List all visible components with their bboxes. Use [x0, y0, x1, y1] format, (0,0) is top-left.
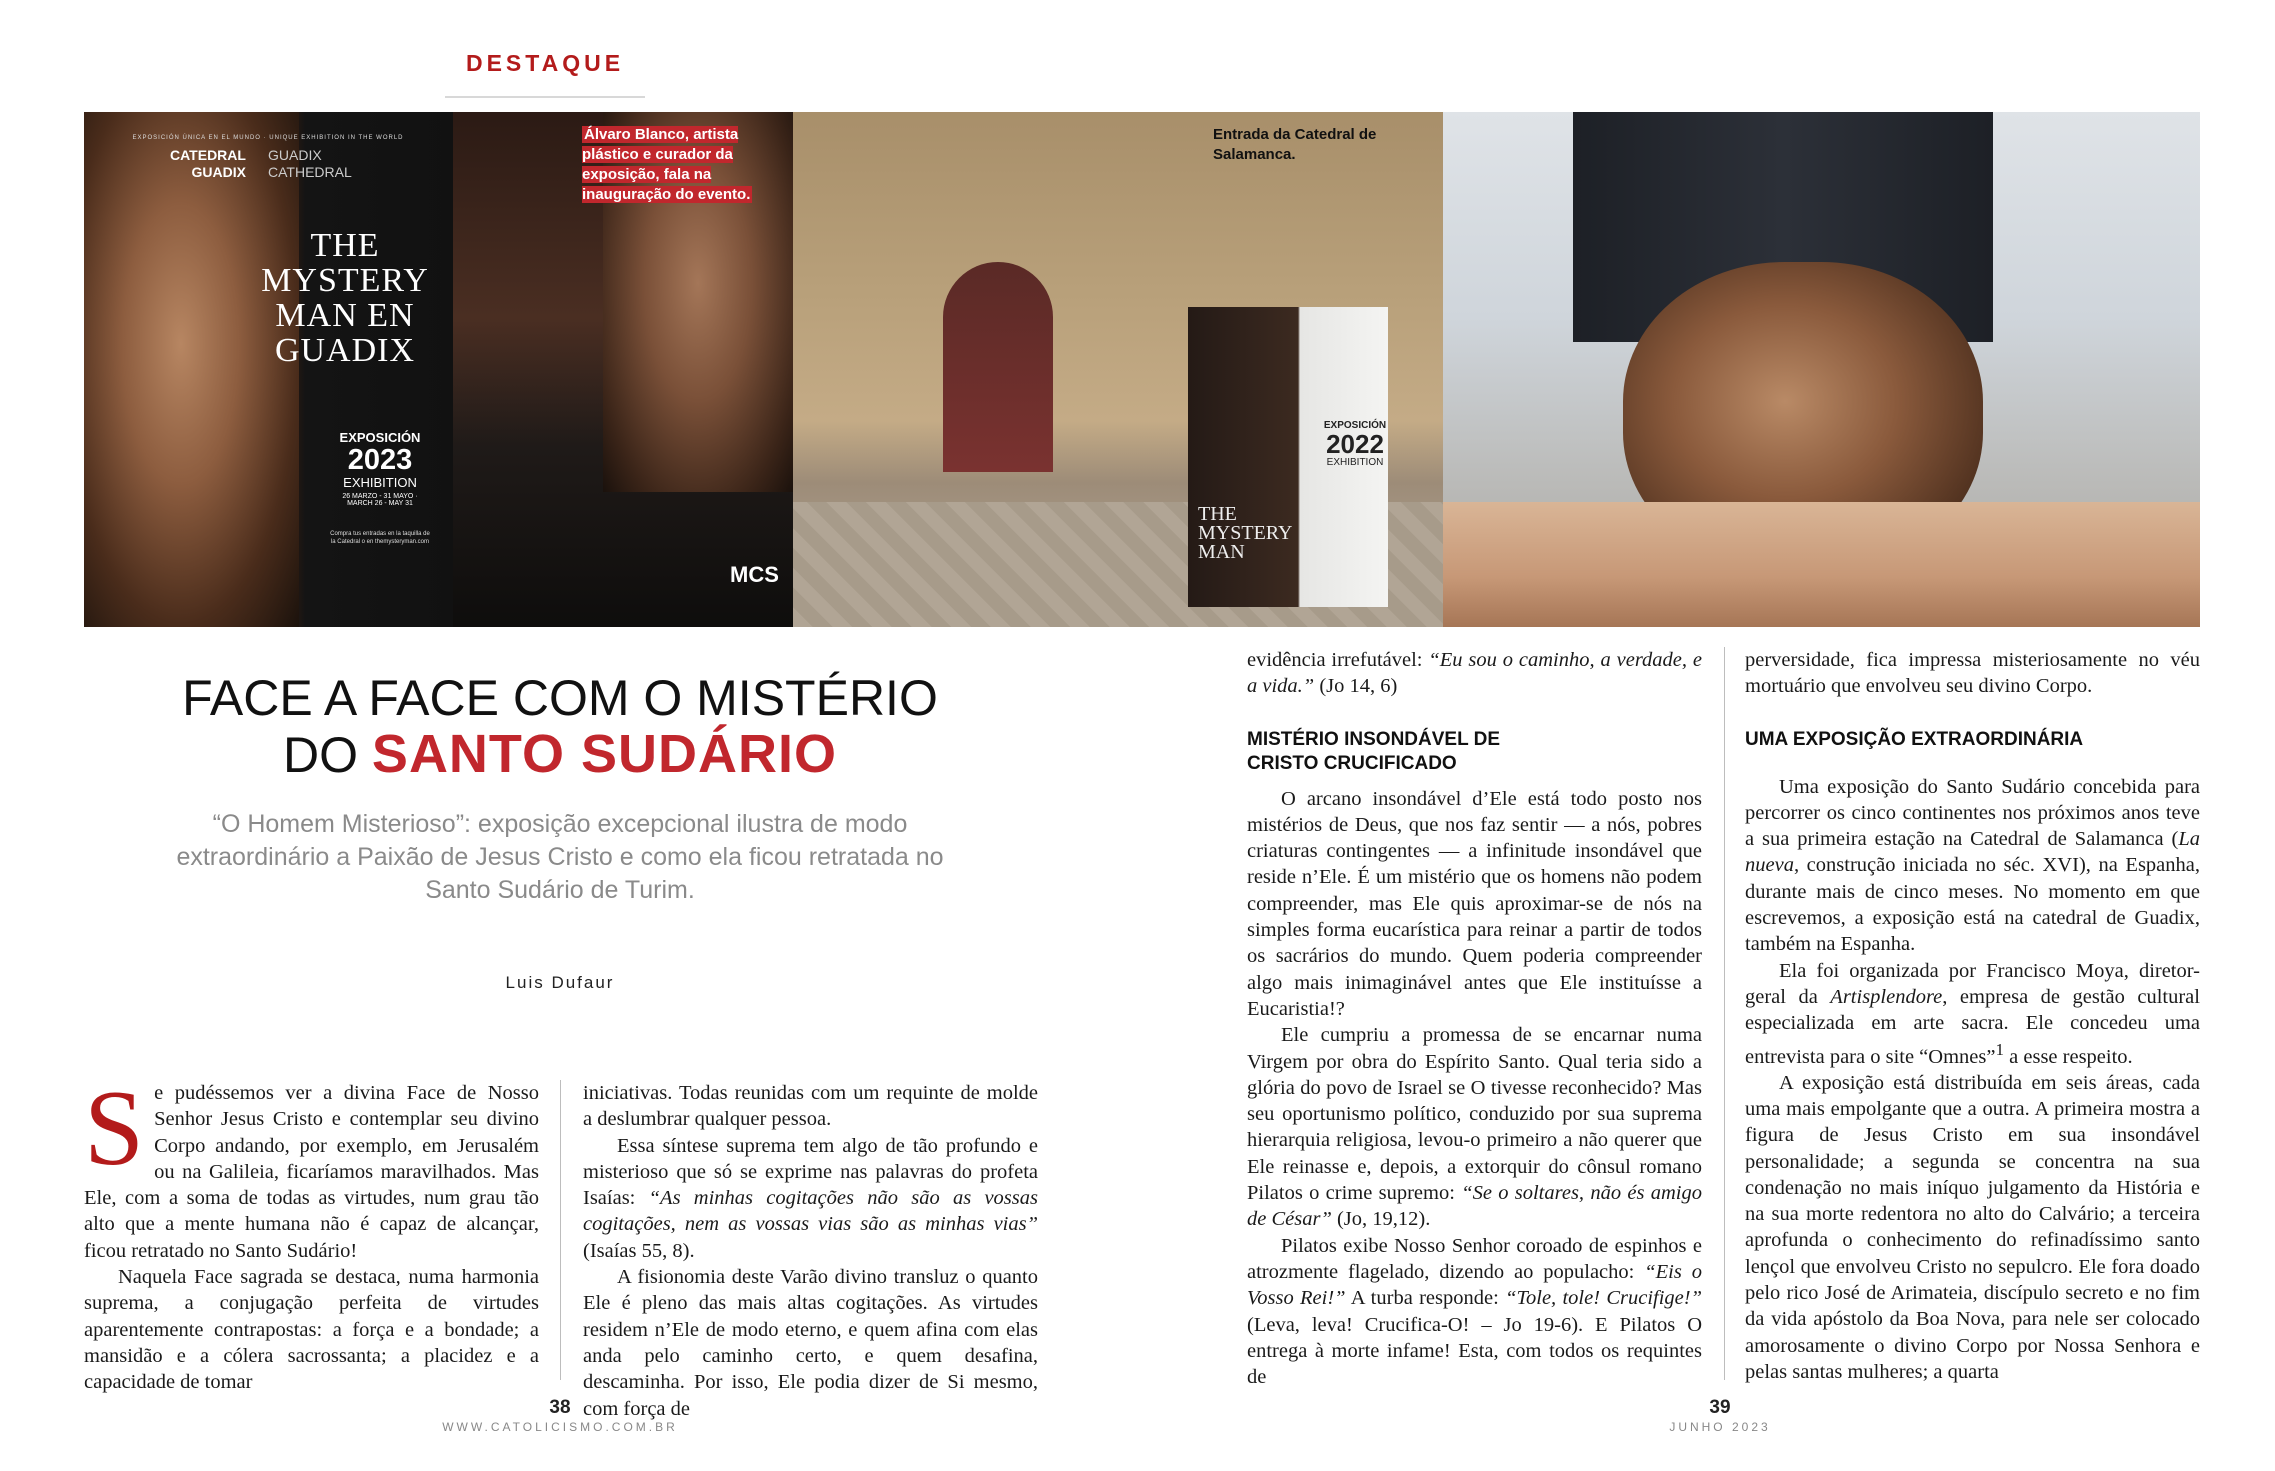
text: Ele cumpriu a promessa de se encarnar numa Virgem por obra do Espírito Santo. Qual teria sido a glória do povo de Israel se O tivesse reconhecido? Mas seu oportunismo político, conduzido por sua suprema hierarquia religiosa, levou-o primeiro a não querer que Ele reinasse e, depois, a extorquir do cônsul romano Pilatos o crime supremo:: [1247, 1024, 1702, 1205]
poster-expo-label-en: EXHIBITION: [343, 475, 417, 490]
headline-line1: FACE A FACE COM O MISTÉRIO: [182, 670, 938, 726]
body-column-2: [583, 1080, 1038, 1422]
footer-website: WWW.CATOLICISMO.COM.BR: [442, 1420, 678, 1434]
poster-cathedral-en: GUADIX CATHEDRAL: [268, 147, 352, 180]
statue-body-image: [1443, 502, 2200, 627]
headline-line2-prefix: DO: [283, 727, 372, 783]
paragraph: [1247, 647, 1702, 700]
section-heading: MISTÉRIO INSONDÁVEL DE CRISTO CRUCIFICADO: [1247, 728, 1501, 774]
text: A turba responde:: [1345, 1287, 1506, 1310]
mcs-logo: MCS: [730, 562, 779, 587]
headline-line2: [150, 726, 970, 783]
page-number-right: 39: [1709, 1397, 1731, 1418]
text: Uma exposição do Santo Sudário concebida para percorrer os cinco continentes nos próximos anos teve a sua primeira estação na Catedral de Salamanca (: [1745, 775, 2200, 851]
paragraph: [1745, 774, 2200, 958]
drop-cap: S: [84, 1069, 145, 1188]
paragraph: e pudéssemos ver a divina Face de Nosso Senhor Jesus Cristo e contemplar seu divino Corpo andando, por exemplo, em Jerusalém ou na Galileia, ficaríamos maravilhados. Mas Ele, com a soma de todas as virtudes, num grau tão alto que a mente humana não é capaz de alcançar, ficou retratado no Santo Sudário!: [84, 1082, 539, 1262]
text: (Leva, leva! Crucifica-O! – Jo 19-6). E Pilatos O entrega à morte infame! Esta, com todos os requintes de: [1247, 1313, 1702, 1389]
poster-cathedral-es: CATEDRAL GUADIX: [170, 147, 246, 180]
kiosk-exhibition: EXHIBITION: [1326, 457, 1384, 468]
headline-highlight: SANTO SUDÁRIO: [371, 724, 837, 784]
text: Ela foi organizada por Francisco Moya, diretor-geral da: [1745, 959, 2200, 1008]
reference: (Jo 14, 6): [1314, 675, 1398, 698]
quote: “Se o soltares, não és amigo de César”: [1247, 1182, 1702, 1231]
poster-buy-text: Compra tus entradas en la taquilla de la Catedral o en themysteryman.com: [330, 531, 430, 545]
paragraph: A fisionomia deste Varão divino transluz o quanto Ele é pleno das mais altas cogitações. As virtudes residem n’Ele de modo eterno, e quem afina com elas anda pelo caminho certo, e quem desafina, descaminha. Por isso, Ele podia dizer de Si mesmo, com força de: [583, 1266, 1038, 1420]
paragraph: A exposição está distribuída em seis áreas, cada uma mais empolgante que a outra. A primeira mostra a figura de Jesus Cristo em sua insondável personalidade; a segunda se concentra na sua condenação no mais iníquo julgamento da História e na sua morte redentora no alto do Calvário; a terceira aprofunda o conhecimento do refinadíssimo santo lençol que envolveu Cristo no sepulcro. Ele fora doado pelo rico José de Arimateia, discípulo secreto e no fim da vida apóstolo da Boa Nova, para nele ser colocado amorosamente o divino Corpo por Nossa Senhora e pelas santas mulheres; a quarta: [1745, 1071, 2200, 1383]
text: Essa síntese suprema tem algo de tão profundo e misterioso que só se exprime nas palavras do profeta Isaías:: [583, 1134, 1038, 1210]
page-number-left: 38: [549, 1397, 571, 1418]
kiosk-expo-label: EXPOSICIÓN: [1323, 420, 1387, 431]
paragraph: [1745, 958, 2200, 1070]
poster-image: [84, 112, 453, 627]
article-headline: [150, 670, 970, 783]
reference: (Isaías 55, 8).: [583, 1239, 695, 1262]
paragraph: [1247, 1233, 1702, 1391]
column-divider: [560, 1080, 561, 1380]
cathedral-caption: Entrada da Catedral de Salamanca.: [1213, 126, 1377, 163]
poster-expo: [330, 430, 430, 507]
article-author: Luis Dufaur: [505, 973, 615, 992]
text: Pilatos exibe Nosso Senhor coroado de espinhos e atrozmente flagelado, dizendo ao populacho:: [1247, 1234, 1702, 1283]
body-column-1: [84, 1069, 539, 1396]
column-divider: [1724, 647, 1725, 1380]
footer-date: JUNHO 2023: [1669, 1420, 1771, 1434]
italic-text: La nueva: [1745, 828, 2200, 877]
poster-expo-label: EXPOSICIÓN: [339, 430, 421, 445]
text: , empresa de gestão cultural especializada em arte sacra. Ele concedeu uma entrevista para o site “Omnes”: [1745, 985, 2200, 1068]
poster-title: THE MYSTERY MAN EN GUADIX: [261, 227, 429, 369]
paragraph: Naquela Face sagrada se destaca, numa harmonia suprema, a conjugação perfeita de virtudes aparentemente contrapostas: a força e a bondade; a mansidão e a cólera sacrossanta; a placidez e a capacidade de tomar: [84, 1266, 539, 1394]
italic-text: Artisplendore: [1830, 985, 1943, 1008]
body-column-4: [1745, 647, 2200, 1385]
section-divider: [445, 96, 645, 98]
paragraph: iniciativas. Todas reunidas com um requinte de molde a deslumbrar qualquer pessoa.: [583, 1082, 1038, 1131]
section-heading: UMA EXPOSIÇÃO EXTRAORDINÁRIA: [1745, 728, 2084, 750]
paragraph: [1247, 1022, 1702, 1232]
cathedral-door-image: [943, 262, 1053, 472]
text: a esse respeito.: [2004, 1045, 2133, 1068]
poster-top-line: EXPOSICIÓN ÚNICA EN EL MUNDO · UNIQUE EXHIBITION IN THE WORLD: [132, 135, 404, 141]
poster-dates: 26 MARZO - 31 MAYO · MARCH 26 - MAY 31: [342, 493, 418, 507]
body-column-3: [1247, 647, 1702, 1390]
text: evidência irrefutável:: [1247, 649, 1429, 671]
article-subtitle: “O Homem Misterioso”: exposição excepcional ilustra de modo extraordinário a Paixão de Jesus Cristo e como ela ficou retratada no Santo Sudário de Turim.: [176, 810, 944, 904]
section-label: DESTAQUE: [465, 50, 625, 76]
quote: “Eis o Vosso Rei!”: [1247, 1260, 1702, 1310]
curator-caption-text: Álvaro Blanco, artista plástico e curador da exposição, fala na inauguração do evento.: [582, 126, 751, 203]
reference: (Jo, 19,12).: [1331, 1208, 1431, 1231]
kiosk-title: THE MYSTERY MAN: [1198, 503, 1292, 563]
curator-caption: [582, 125, 782, 205]
paragraph: [583, 1133, 1038, 1264]
shroud-face-image: [84, 112, 299, 627]
quote: “Tole, tole! Crucifige!”: [1505, 1287, 1702, 1310]
paragraph: O arcano insondável d’Ele está todo posto nos mistérios de Deus, que nos faz sentir — a nós, pobres criaturas contingentes — a infinitude insondável que reside n’Ele. É um mistério que os homens não podem compreender, mas Ele quis aproximar-se de nós na simples forma eucarística para reinar a partir de todos os sacrários do mundo. Quem poderia compreender algo mais inimaginável antes que Ele instituísse a Eucaristia!?: [1247, 787, 1702, 1020]
poster-expo-year: 2023: [347, 444, 413, 476]
cathedral-entrance-image: [793, 112, 1443, 627]
text: , construção iniciada no séc. XVI), na Espanha, durante mais de cinco meses. No momento em que escrevemos, a exposição está na catedral de Guadix, também na Espanha.: [1745, 854, 2200, 956]
kiosk-expo: [1320, 420, 1390, 468]
quote: “As minhas cogitações não são as vossas cogitações, nem as vossas vias são as minhas vias”: [583, 1187, 1038, 1236]
shroud-statue-image: [1443, 112, 2200, 627]
kiosk-year: 2022: [1326, 429, 1384, 459]
footnote-marker: 1: [1995, 1039, 2005, 1059]
paragraph: perversidade, fica impressa misteriosamente no véu mortuário que envolveu seu divino Corpo.: [1745, 649, 2200, 698]
quote: “Eu sou o caminho, a verdade, e a vida.”: [1247, 649, 1702, 698]
